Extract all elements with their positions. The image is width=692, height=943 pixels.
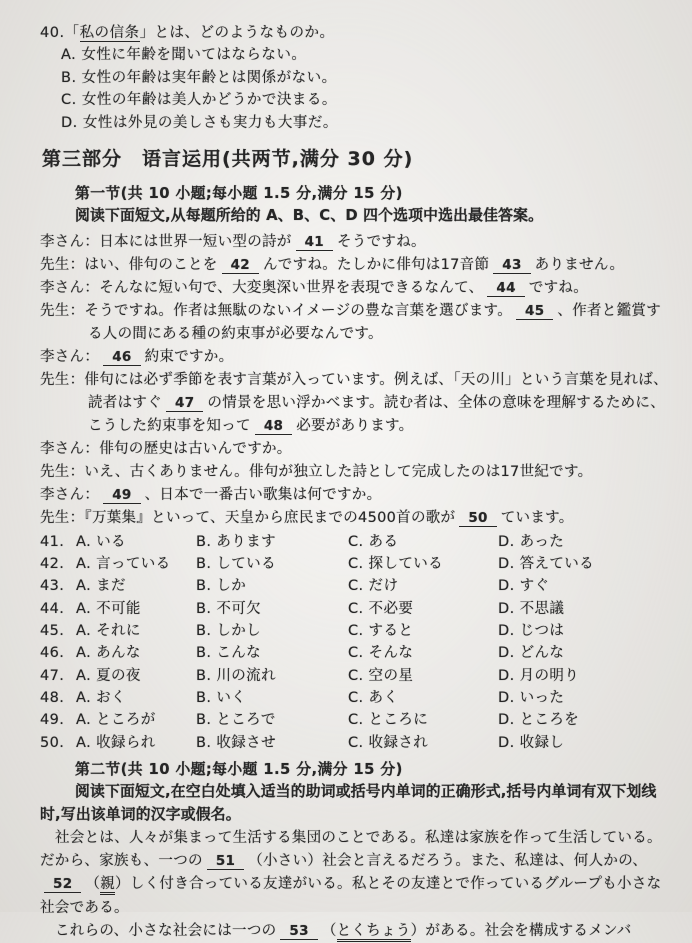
text-segment: 社会とは、人々が集まって生活する集団のことである。私達は家族を作って生活している。だから、家族も、一つの	[40, 830, 662, 870]
option-row-43	[40, 575, 668, 597]
option-a: A. 言っている	[76, 556, 171, 573]
passage-paragraph	[40, 827, 668, 920]
option-a: A. おく	[76, 689, 126, 706]
option-d: D. 答えている	[498, 556, 595, 573]
option-b: B. ところで	[196, 712, 276, 729]
option-c: C. 空の星	[348, 667, 414, 684]
option-number: 43.	[40, 578, 65, 595]
option-b: B. 川の流れ	[196, 667, 276, 684]
text-segment: 、作者と鑑賞する人の間にある種の約束事が必要なんです。	[88, 302, 662, 342]
dialogue-line	[40, 461, 668, 484]
option-row-42	[40, 553, 668, 575]
option-b: B. いく	[196, 689, 247, 706]
text-segment: そうですね。	[337, 233, 426, 250]
option-row-45	[40, 620, 668, 642]
text-segment: 必要があります。	[296, 417, 414, 434]
text-segment: 先生：いえ、古くありません。俳句が独立した詩として完成したのは17世紀です。	[40, 463, 593, 480]
dialogue-line	[40, 369, 668, 438]
question-40-option: C. 女性の年齢は美人かどうかで決まる。	[61, 92, 337, 109]
option-number: 47.	[40, 667, 65, 684]
option-c: C. すると	[348, 623, 414, 640]
question-40	[40, 22, 668, 134]
option-d: D. 收録し	[498, 734, 565, 751]
option-number: 46.	[40, 645, 65, 662]
option-d: D. どんな	[498, 645, 565, 662]
text-segment: ています。	[500, 509, 574, 526]
text-segment: 親	[100, 876, 115, 895]
option-c: C. そんな	[348, 645, 414, 662]
option-row-48	[40, 687, 668, 709]
option-b: B. こんな	[196, 645, 262, 662]
blank-42: 42	[222, 257, 259, 274]
question-40-option: A. 女性に年齢を聞いてはならない。	[61, 47, 307, 64]
option-number: 48.	[40, 689, 65, 706]
text-segment: 先生：そうですね。作者は無駄のないイメージの豊な言葉を選びます。	[40, 302, 513, 319]
text-segment: （	[85, 876, 101, 893]
text-segment: 、日本で一番古い歌集は何ですか。	[144, 486, 382, 503]
text-segment: 40.「	[40, 25, 80, 41]
option-row-47	[40, 665, 668, 687]
option-b: B. 不可欠	[196, 600, 262, 617]
option-a: A. 收録られ	[76, 734, 156, 751]
text-segment: 」とは、どのようなものか。	[139, 25, 335, 41]
dialogue-line	[40, 254, 668, 277]
option-row-46	[40, 642, 668, 664]
dialogue-line	[40, 484, 668, 507]
section1-heading: 第一节(共 10 小题;每小题 1.5 分,满分 15 分)	[75, 185, 403, 203]
option-b: B. 收録させ	[196, 734, 276, 751]
option-a: A. ところが	[76, 712, 156, 729]
text-segment: 李さん：俳句の歴史は古いんですか。	[40, 440, 292, 457]
blank-48: 48	[255, 418, 292, 435]
option-number: 49.	[40, 712, 65, 729]
dialogue-line	[40, 277, 668, 300]
option-b: B. しかし	[196, 623, 262, 640]
dialogue-line	[40, 346, 668, 369]
blank-51: 51	[207, 853, 244, 870]
passage-paragraph	[40, 920, 668, 943]
text-segment: 先生：俳句には必ず季節を表す言葉が入っています。例えば、「天の川」という言葉を見れば、読者はすぐ	[40, 371, 668, 411]
text-segment: 李さん：	[40, 348, 100, 365]
text-segment: の情景を思い浮かべます。読む者は、全体の意味を理解するために、こうした約束事を知って	[88, 394, 666, 434]
section2-instruction: 阅读下面短文,在空白处填入适当的助词或括号内单词的正确形式,括号内单词有双下划线时,写出该单词的汉字或假名。	[40, 783, 657, 823]
option-row-49	[40, 709, 668, 731]
option-c: C. 不必要	[348, 600, 414, 617]
option-b: B. あります	[196, 533, 276, 550]
text-segment: ）しく付き合っている友達がいる。私とその友達とで作っているグループも小さな社会である。	[40, 876, 662, 916]
text-segment: 私の信条	[79, 25, 140, 41]
option-number: 44.	[40, 600, 65, 617]
dialogue	[40, 231, 668, 530]
question-40-option: B. 女性の年齢は実年齢とは関係がない。	[61, 69, 337, 86]
option-c: C. ところに	[348, 712, 429, 729]
option-d: D. すぐ	[498, 578, 550, 595]
blank-50: 50	[459, 510, 496, 527]
option-number: 45.	[40, 623, 65, 640]
blank-49: 49	[103, 487, 140, 504]
option-a: A. 不可能	[76, 600, 141, 617]
option-number: 41.	[40, 533, 65, 550]
option-d: D. 月の明り	[498, 667, 580, 684]
section1-instruction: 阅读下面短文,从每题所给的 A、B、C、D 四个选项中选出最佳答案。	[75, 207, 544, 225]
option-c: C. 探している	[348, 556, 444, 573]
text-segment: これらの、小さな社会には一つの	[55, 922, 277, 939]
option-c: C. 收録され	[348, 734, 429, 751]
section2-heading: 第二节(共 10 小题;每小题 1.5 分,满分 15 分)	[75, 760, 403, 778]
option-a: A. いる	[76, 533, 126, 550]
blank-52: 52	[44, 876, 81, 893]
option-c: C. あく	[348, 689, 399, 706]
text-segment: 先生：『万葉集』といって、天皇から庶民までの4500首の歌が	[40, 509, 456, 526]
part3-title: 第三部分 语言运用(共两节,满分 30 分)	[42, 148, 414, 171]
option-d: D. ところを	[498, 712, 580, 729]
blank-44: 44	[487, 280, 524, 297]
text-segment: んですね。たしかに俳句は17音節	[263, 256, 490, 273]
question-40-option: D. 女性は外見の美しさも実力も大事だ。	[61, 114, 338, 131]
blank-45: 45	[516, 303, 553, 320]
text-segment: （小さい）社会と言えるだろう。また、私達は、何人かの、	[248, 853, 648, 870]
option-row-44	[40, 598, 668, 620]
blank-53: 53	[280, 923, 317, 940]
option-row-41	[40, 531, 668, 553]
text-segment: 李さん：	[40, 486, 100, 503]
text-segment: 約束ですか。	[144, 348, 234, 365]
option-b: B. している	[196, 556, 276, 573]
text-segment: （	[321, 922, 337, 939]
text-segment: ですね。	[528, 279, 589, 296]
option-row-50	[40, 732, 668, 754]
option-a: A. 夏の夜	[76, 667, 141, 684]
dialogue-line	[40, 438, 668, 461]
option-d: D. いった	[498, 689, 565, 706]
blank-47: 47	[166, 395, 203, 412]
option-number: 50.	[40, 734, 65, 751]
text-segment: ）がある。社会を構成するメンバ	[410, 922, 632, 939]
option-number: 42.	[40, 556, 65, 573]
text-segment: 先生：はい、俳句のことを	[40, 256, 218, 273]
dialogue-line	[40, 507, 668, 530]
blank-43: 43	[493, 257, 530, 274]
text-segment: 李さん：そんなに短い句で、大変奥深い世界を表現できるなんて、	[40, 279, 484, 296]
option-d: D. 不思議	[498, 600, 565, 617]
text-segment: 李さん：日本には世界一短い型の詩が	[40, 233, 292, 250]
text-segment: ありません。	[534, 256, 625, 273]
option-c: C. だけ	[348, 578, 399, 595]
options-table	[40, 531, 668, 754]
option-a: A. まだ	[76, 578, 126, 595]
option-d: D. あった	[498, 533, 565, 550]
option-c: C. ある	[348, 533, 399, 550]
option-a: A. あんな	[76, 645, 141, 662]
text-segment: とくちょう	[337, 923, 411, 942]
question-40-options	[40, 44, 668, 134]
section2	[40, 759, 668, 826]
dialogue-line	[40, 231, 668, 254]
dialogue-line	[40, 300, 668, 346]
question-40-stem	[40, 22, 668, 44]
blank-41: 41	[296, 234, 333, 251]
option-b: B. しか	[196, 578, 247, 595]
passage	[40, 827, 668, 943]
blank-46: 46	[103, 349, 140, 366]
option-d: D. じつは	[498, 623, 565, 640]
option-a: A. それに	[76, 623, 141, 640]
